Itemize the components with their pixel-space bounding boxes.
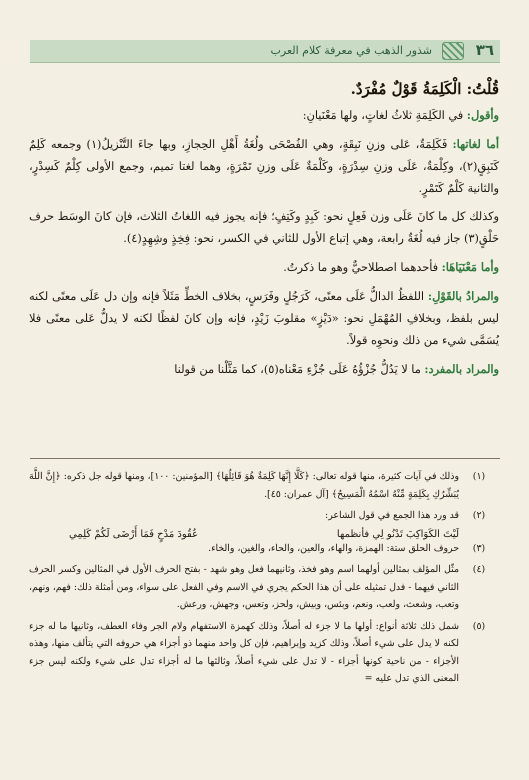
section-heading: قُلْتُ: الْكَلِمَةُ قَوْلٌ مُفْرَدٌ. <box>350 80 499 98</box>
paragraph-5 <box>29 285 499 352</box>
poetry-verse <box>29 529 499 540</box>
footnote-1 <box>29 468 499 503</box>
footnote-number: (٥) <box>472 620 486 632</box>
page-number: ٣٦ <box>475 41 494 59</box>
paragraph-lead: أما لغاتها: <box>452 137 499 151</box>
footnote-2 <box>29 507 499 525</box>
main-text <box>29 80 499 387</box>
paragraph-text: في الكَلِمَةِ ثلاثُ لغاتٍ، ولها مَعْنَيانِ: <box>302 109 467 122</box>
paragraph-1 <box>29 104 499 127</box>
paragraph-lead: والمراد بالمفرد: <box>424 362 499 376</box>
paragraph-text: ما لا يَدُلُّ جُزْؤُهُ عَلَى جُزْءِ مَعْناه(٥)، كما مَثَّلْنا من قولنا <box>174 363 425 376</box>
paragraph-2 <box>29 133 499 200</box>
footnotes <box>29 468 499 692</box>
footnote-3 <box>29 540 499 558</box>
footnote-text: حروف الحلق ستة: الهمزة، والهاء، والعين، والحاء، والغين، والخاء. <box>208 542 459 554</box>
paragraph-text: فأحدهما اصطلاحيٌّ وهو ما ذكرتُ. <box>283 261 442 274</box>
ornament-icon <box>442 42 464 60</box>
footnote-number: (١) <box>472 471 486 482</box>
verse-hemistich-1: لَيْتَ الكَوَاكِبَ تَدْنُو لِي فأنظمها <box>336 528 459 540</box>
paragraph-4 <box>29 256 499 279</box>
paragraph-text: اللفظُ الدالُّ عَلَى معنًى، كَرَجُلٍ وفَرَسٍ، بخلاف الخطِّ مَثَلاً فإنه وإن دل عَلَى معنًى لكنه ليس بلفظ، وبخلافِ المُهْمَلِ نحو: «دَيْزٍ» مقلوبَ زَيْدٍ، فإنه وإن كانَ لفظًا لكنه لا يدلُّ عَلى معنًى فلا يُسَمَّى شيء من ذلك ونحوِه قولاً. <box>29 290 499 347</box>
paragraph-lead: وأما مَعْنَيَاهَا: <box>441 260 499 274</box>
footnote-text: قد ورد هذا الجمع في قول الشاعر: <box>325 510 459 521</box>
footnote-number: (٣) <box>472 542 486 554</box>
footnote-divider <box>30 458 500 459</box>
paragraph-text: فَكَلِمَةٌ، عَلى وزنِ نَبِقَةٍ، وهي الفُصْحَى ولُغَةُ أَهْلِ الحِجازِ، وبها جاءَ التَّنْزيلُ(١) وجمعه كَلِمٌ كَنَبِقٍ(٢)، وكِلْمَةٌ، عَلَى وزنِ سِدْرَةٍ، وكَلْمَةٌ عَلَى وزنِ تَمْرَةٍ، وهما لغتا تميم، وجمع الأولى كِلْمٌ كَسِدْرٍ، والثانية كَلْمٌ كَتَمْرٍ. <box>29 138 499 195</box>
footnote-5 <box>29 618 499 688</box>
footnote-number: (٢) <box>472 510 486 521</box>
paragraph-lead: والمرادُ بالقَوْلِ: <box>427 289 500 303</box>
page-header <box>30 40 500 63</box>
footnote-4 <box>29 561 499 614</box>
paragraph-lead: وأقول: <box>466 108 499 122</box>
footnote-text: شمل ذلك ثلاثة أنواع: أولها ما لا جزء له أصلاً، وذلك كهمزة الاستفهام ولام الجر وفاء العطف، وثانيها ما له جزء لكنه لا يدل على شيء أصلاً، وذلك كزيد وإبراهيم، فإن كل واحد منهما ذو أجزاء هي حروفه التي يتألف منها، وهذه الأجزاء - من ناحية كونها أجزاء - لا تدل على شيء أصلاً، وثالثها ما له أجزاء تدل على شيء ولكنه ليس جزء المعنى الذي تدل عليه = <box>29 620 459 684</box>
verse-hemistich-2: عُقُودَ مَدْحٍ فَمَا أَرْضَى لَكُمْ كَلِمِي <box>69 528 199 540</box>
footnote-number: (٤) <box>472 564 486 575</box>
footnote-text: مثّل المؤلف بمثالين أولهما اسم وهو فخذ، وثانيهما فعل وهو شهد - بفتح الحرف الأول في المثالين وكسر الحرف الثاني فيهما - فدل تمثيله على أن هذا الحكم يجري في الاسم وفي الفعل على سواء، ومن أمثلة ذلك: فهم، ونهم، وتعب، وشعث، ولعب، ونعم، وبئس، وبيش، ولحز، وتعس، وجهش، ورعش. <box>29 564 459 610</box>
paragraph-6 <box>29 358 499 381</box>
footnote-text: وذلك في آيات كثيرة، منها قوله تعالى: ﴿كَلَّا إِنَّهَا كَلِمَةٌ هُوَ قَائِلُهَا﴾ [المؤمنين: ١٠٠]، ومنها قوله جل ذكره: ﴿إِنَّ اللَّهَ يُبَشِّرُكِ بِكَلِمَةٍ مِّنْهُ اسْمُهُ الْمَسِيحُ﴾ [آل عمران: ٤٥]. <box>29 471 459 500</box>
paragraph-3: وكذلك كل ما كانَ عَلَى وزن فَعِلٍ نحو: كَبِدٍ وكَتِفٍ؛ فإنه يجوز فيه اللغاتُ الثلاث، فإن كانَ الوسَط حرف حَلْقٍ(٣) جاز فيه لُغَةٌ رابعة، وهي إتباع الأول للثاني في الكسر، نحو: فِخِذٍ وشِهِدٍ(٤). <box>29 210 499 245</box>
running-title: شذور الذهب في معرفة كلام العرب <box>270 44 432 57</box>
